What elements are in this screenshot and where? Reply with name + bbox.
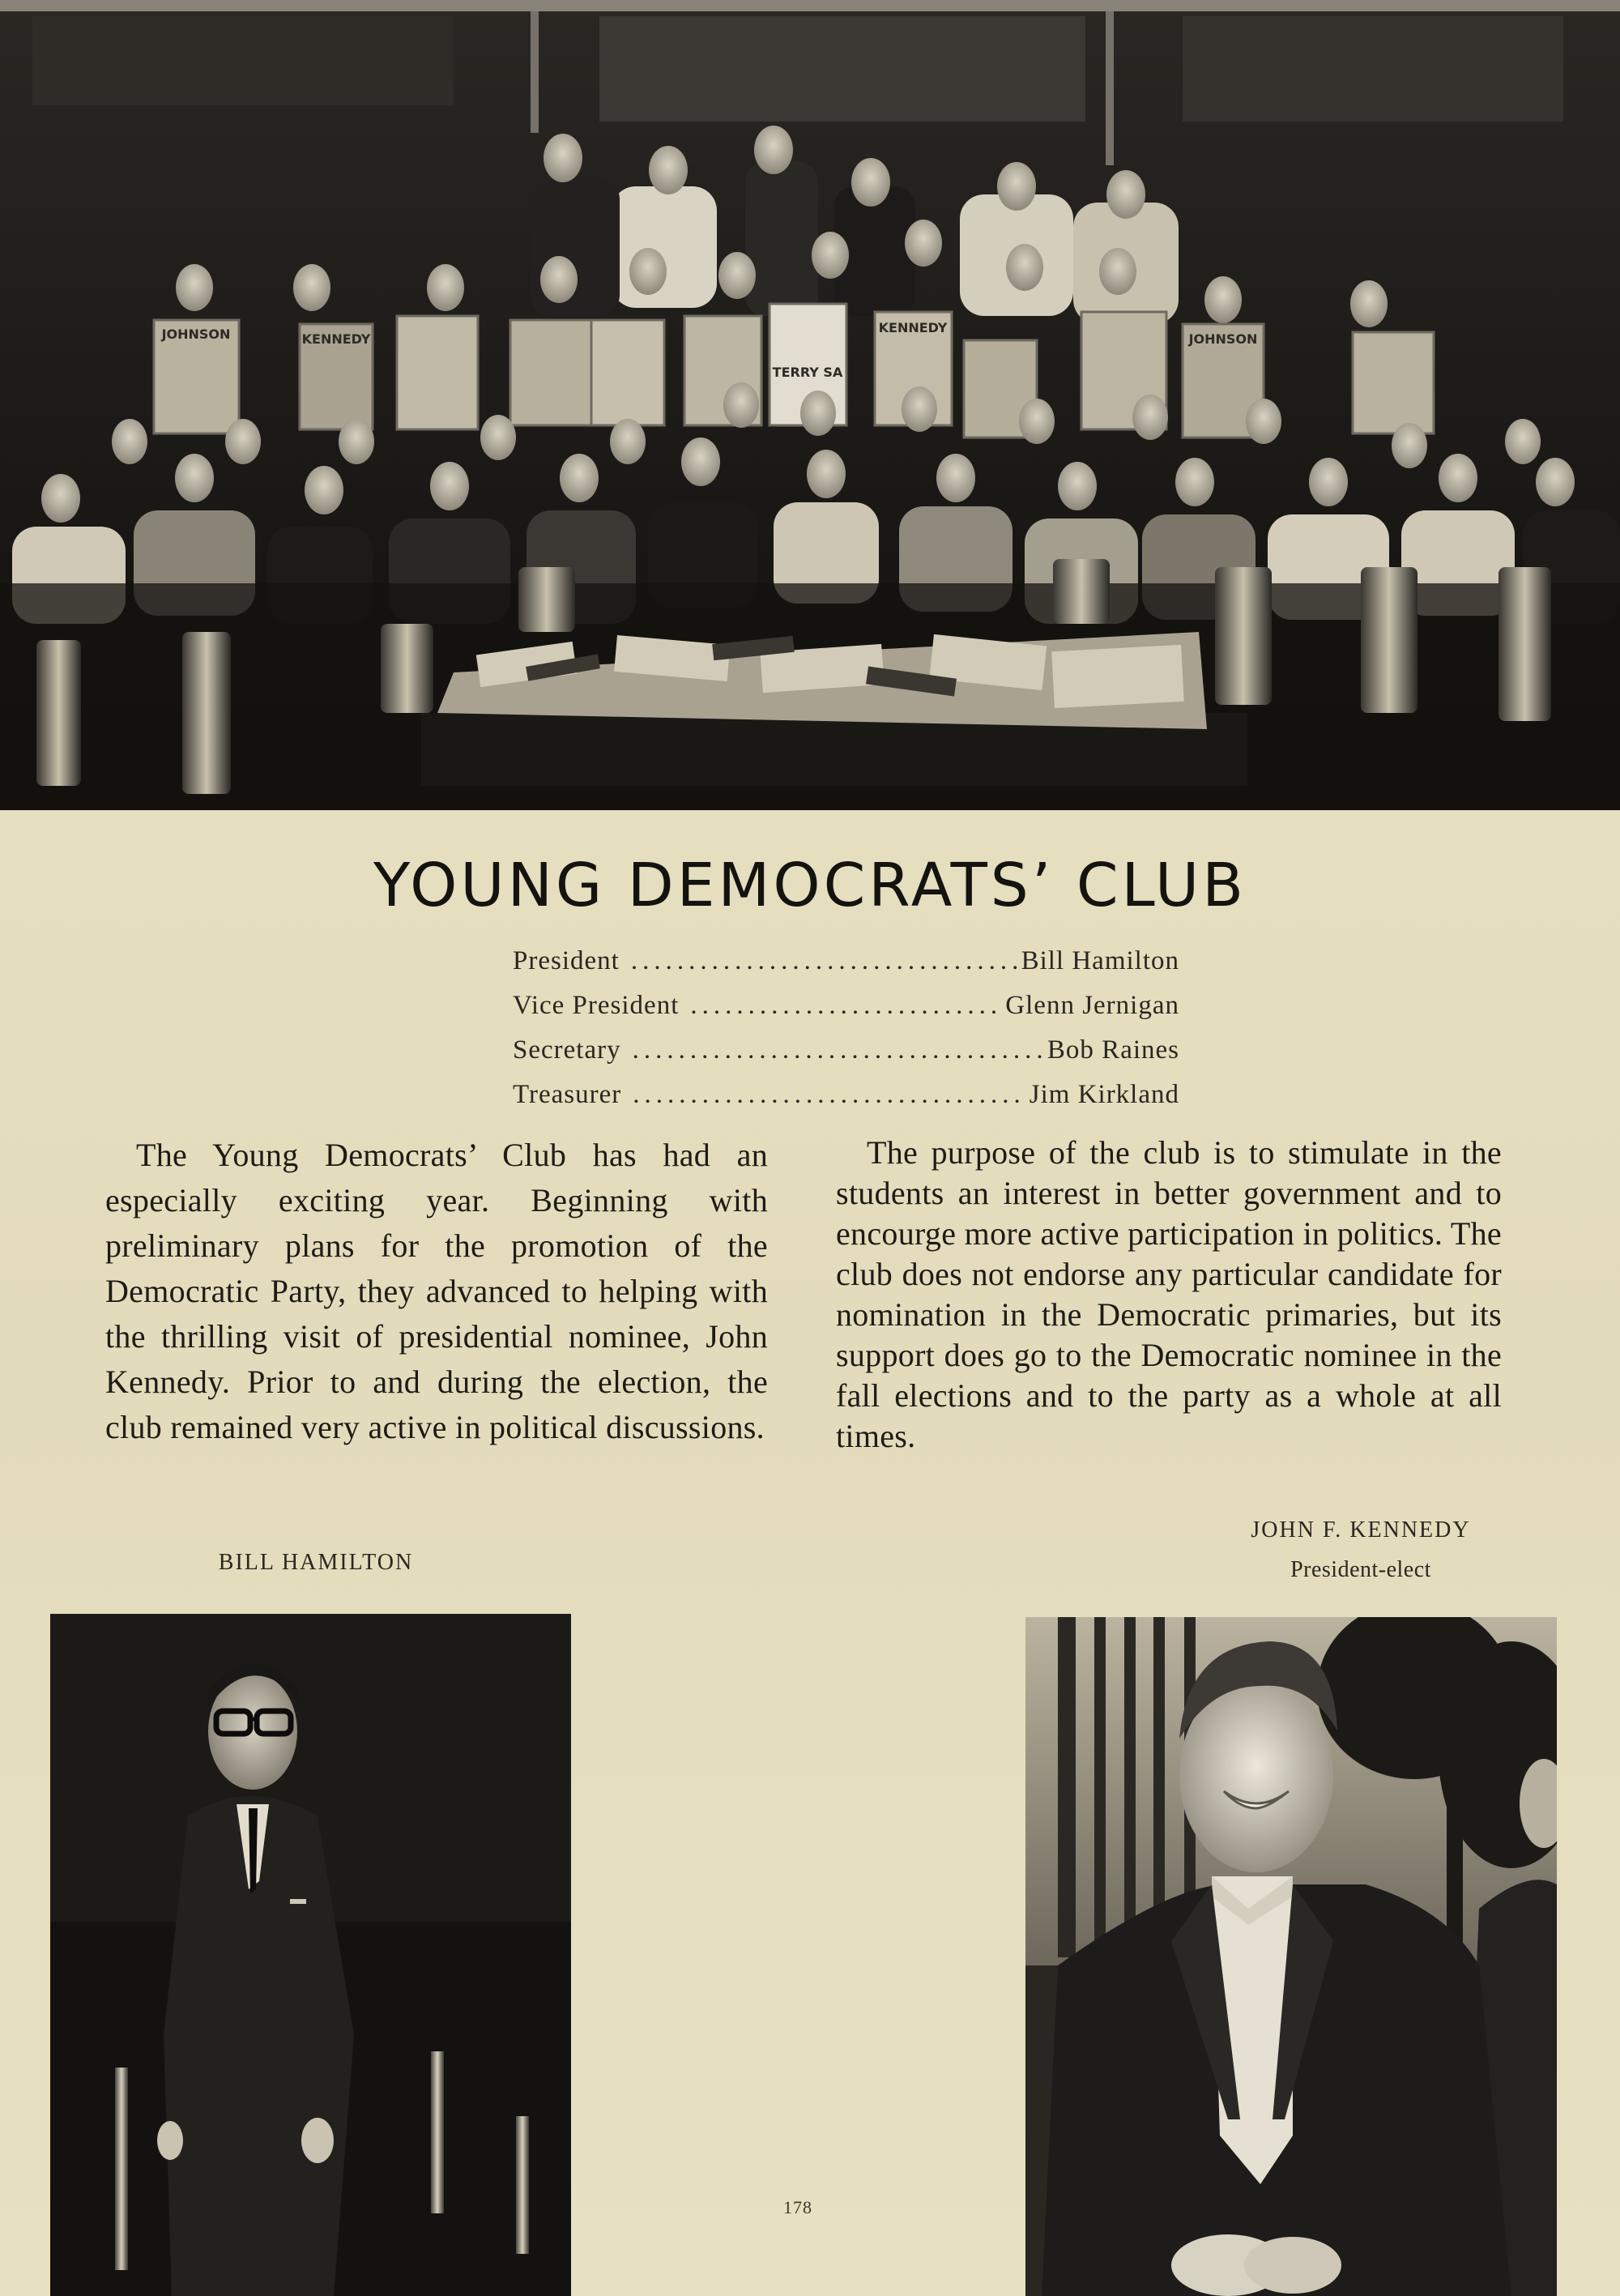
officer-name: Bill Hamilton [1021,946,1179,975]
poster-sign-2: KENNEDY [301,331,371,347]
officer-name: Bob Raines [1047,1035,1179,1065]
officers-list [513,946,1179,1125]
officer-role: Treasurer [513,1080,622,1109]
officer-row-secretary [513,1035,1179,1080]
officer-role: Secretary [513,1035,621,1065]
body-column-left [105,1133,768,1450]
officer-role: Vice President [513,991,680,1020]
leader-dots [690,991,1002,1021]
poster-sign-1: JOHNSON [161,326,231,342]
poster-sign-4: KENNEDY [878,320,948,335]
paragraph-club-year: The Young Democrats’ Club has had an especially exciting year. Beginning with preliminary plans for the promotion of the Democratic Party, they advanced to helping with the thrilling visit of presidential nominee, John Kennedy. Prior to and during the election, the club remained very active in political discussions. [105,1137,768,1445]
officer-role: President [513,946,620,975]
caption-john-kennedy: JOHN F. KENNEDY [1251,1517,1471,1543]
portrait-bill-hamilton [50,1614,571,2296]
poster-sign-3: TERRY SA [772,365,843,380]
group-photo [0,0,1620,810]
officer-name: Jim Kirkland [1029,1080,1179,1109]
poster-sign-5: JOHNSON [1188,331,1258,347]
paragraph-club-purpose: The purpose of the club is to stimulate in the students an interest in better government and to encourge more active participation in politics. The club does not endorse any particular candidate for nomination in the Democratic primaries, but its support does go to the Democratic nominee in the fall elections and to the party as a whole at all times. [836,1134,1502,1454]
officer-name: Glenn Jernigan [1005,991,1179,1020]
group-photo-image [0,0,1620,810]
leader-dots [633,1035,1044,1065]
caption-bill-hamilton: BILL HAMILTON [218,1550,414,1575]
campaign-literature-table [421,632,1247,786]
club-title: YOUNG DEMOCRATS’ CLUB [373,851,1247,920]
portrait-kennedy-image [1025,1617,1557,2296]
officer-row-president [513,946,1179,991]
page-number: 178 [783,2197,812,2217]
officer-row-treasurer [513,1080,1179,1125]
officer-row-vice-president [513,991,1179,1035]
portrait-john-kennedy [1025,1617,1557,2296]
caption-president-elect: President-elect [1290,1557,1431,1582]
body-column-right [836,1133,1502,1457]
leader-dots [631,946,1018,976]
portrait-hamilton-image [50,1614,571,2296]
leader-dots [633,1080,1026,1110]
